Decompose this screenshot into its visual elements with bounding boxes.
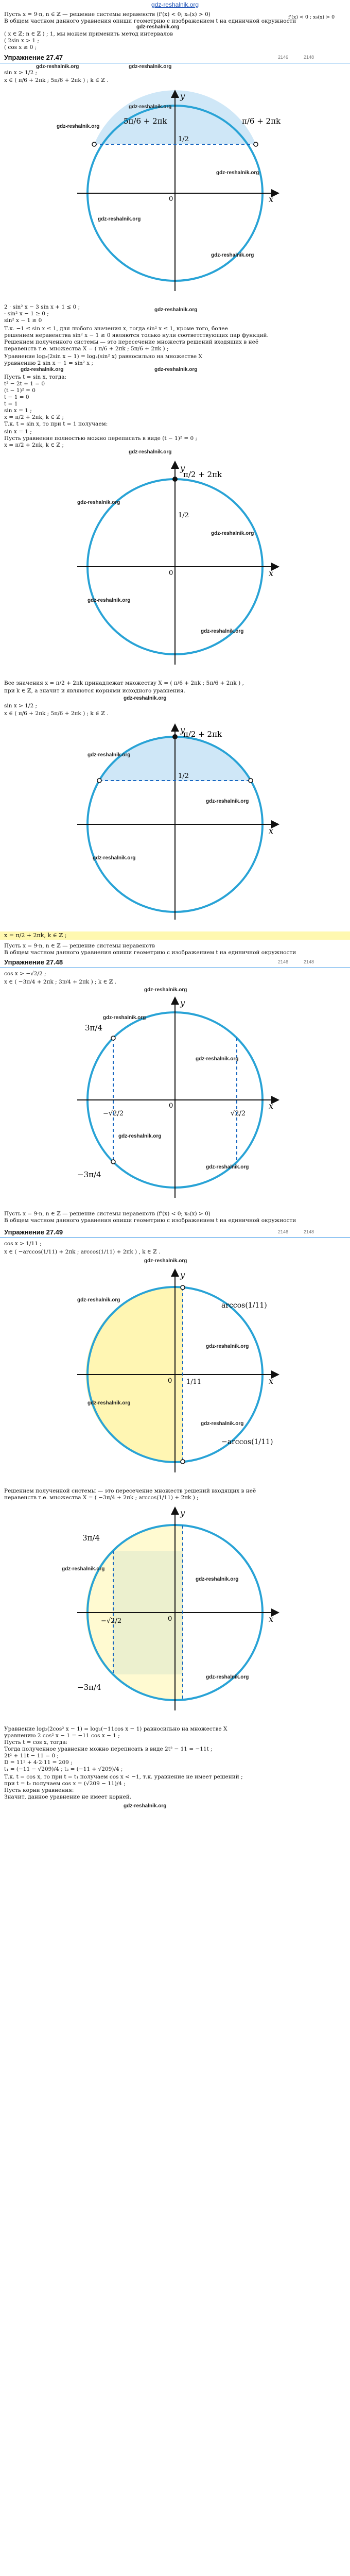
text-line: Уравнение log₂(2sin x − 1) = log₂(sin² x) равносильно на множестве X xyxy=(4,353,202,360)
reference-number: 2148 xyxy=(304,959,314,964)
root-point xyxy=(172,477,178,482)
text-line: t − 1 = 0 xyxy=(4,394,29,400)
axis-label-y: y xyxy=(180,998,185,1008)
unit-circle-figure xyxy=(0,1266,350,1483)
origin-label: 0 xyxy=(169,1102,173,1110)
angle-label: 5π/6 + 2πk xyxy=(124,116,167,126)
problem-line: cos x > 1/11 ; xyxy=(4,1241,42,1247)
intro-line: Пусть x = 9·n, n ∈ ℤ — решение системы неравенств (f'(x) < 0; x₀(x) > 0) xyxy=(4,11,211,18)
angle-label: 3π/4 xyxy=(82,1533,100,1543)
intro-line: ( cos x ≥ 0 ; xyxy=(4,44,37,50)
unit-circle-svg xyxy=(0,1504,350,1721)
unit-circle-svg xyxy=(0,459,350,675)
problem-line: x ∈ ( π/6 + 2πk ; 5π/6 + 2πk ) ; k ∈ ℤ . xyxy=(4,77,109,83)
exercise-heading: Упражнение 27.48 xyxy=(4,958,63,966)
watermark: gdz-reshalnik.org xyxy=(144,1258,187,1264)
axis-label-y: y xyxy=(180,463,185,473)
reference-number: 2146 xyxy=(278,1229,289,1234)
unit-circle-svg xyxy=(0,994,350,1206)
angle-label: π/2 + 2πk xyxy=(183,470,222,479)
open-point xyxy=(92,142,96,146)
exercise-heading: Упражнение 27.47 xyxy=(4,54,63,61)
axis-label-x: x xyxy=(269,826,274,836)
intro-line: В общем частном данного уравнения опиши геометрию с изображением t на единичной окружности xyxy=(4,950,296,956)
value-label: 1/2 xyxy=(178,772,189,780)
watermark: gdz-reshalnik.org xyxy=(21,367,64,372)
text-line: Т.к. −1 ≤ sin x ≤ 1, для любого значения x, тогда sin² x ≤ 1, кроме того, более xyxy=(4,326,228,332)
unit-circle-svg xyxy=(0,88,350,299)
text-line: 2 · sin² x − 3 sin x + 1 ≤ 0 ; xyxy=(4,304,80,310)
problem-line: x ∈ ( −3π/4 + 2πk ; 3π/4 + 2πk ) ; k ∈ ℤ . xyxy=(4,979,117,985)
value-label: 1/11 xyxy=(186,1378,202,1386)
watermark: gdz-reshalnik.org xyxy=(129,449,172,455)
intro-line: Пусть x = 9·n, n ∈ ℤ — решение системы неравенств xyxy=(4,943,155,949)
text-line: (t − 1)² = 0 xyxy=(4,387,36,394)
reference-number: 2146 xyxy=(278,959,289,964)
open-point xyxy=(254,142,258,146)
watermark: gdz-reshalnik.org xyxy=(93,855,136,861)
open-point xyxy=(111,1036,115,1040)
problem-line: x ∈ ( −arccos(1/11) + 2πk ; arccos(1/11) + 2πk ) , k ∈ ℤ . xyxy=(4,1249,161,1255)
watermark: gdz-reshalnik.org xyxy=(154,367,198,372)
text-line: уравнению 2 sin x − 1 = sin² x ; xyxy=(4,360,94,366)
text-line: В общем частном данного уравнения опиши геометрию с изображением t на единичной окружности xyxy=(4,1217,296,1224)
watermark: gdz-reshalnik.org xyxy=(154,307,198,313)
angle-label: −3π/4 xyxy=(77,1683,101,1692)
unit-circle-figure xyxy=(0,1504,350,1721)
text-line: решением неравенства sin² x − 1 ≥ 0 являются только нули соответствующих пар функций. xyxy=(4,332,269,338)
watermark: gdz-reshalnik.org xyxy=(87,598,131,603)
watermark: gdz-reshalnik.org xyxy=(211,252,254,258)
text-line: x ∈ ( π/6 + 2πk ; 5π/6 + 2πk ) ; k ∈ ℤ . xyxy=(4,710,109,717)
watermark: gdz-reshalnik.org xyxy=(36,64,79,70)
text-line: Уравнение log₂(2cos² x − 1) = log₂(−11cos x − 1) равносильно на множестве X xyxy=(4,1726,227,1732)
unit-circle-svg xyxy=(0,721,350,927)
text-line: Пусть t = sin x, тогда: xyxy=(4,374,67,380)
unit-circle-svg xyxy=(0,1266,350,1483)
text-line: Пусть x = 9·n, n ∈ ℤ — решение системы неравенств (f'(x) < 0; x₀(x) > 0) xyxy=(4,1211,211,1217)
watermark: gdz-reshalnik.org xyxy=(206,799,249,804)
axis-label-x: x xyxy=(269,194,274,204)
watermark: gdz-reshalnik.org xyxy=(216,170,259,176)
value-label: 1/2 xyxy=(178,512,189,519)
axis-label-x: x xyxy=(269,1614,274,1624)
watermark: gdz-reshalnik.org xyxy=(77,1297,120,1303)
value-label: √2/2 xyxy=(231,1110,246,1117)
text-line: Решением полученного системы — это пересечение множеств решений входящих в неё xyxy=(4,339,259,345)
watermark: gdz-reshalnik.org xyxy=(129,104,172,110)
text-line: Т.к. t = sin x, то при t = 1 получаем: xyxy=(4,421,108,427)
watermark: gdz-reshalnik.org xyxy=(201,1421,244,1427)
reference-number: 2148 xyxy=(304,1229,314,1234)
unit-circle-figure xyxy=(0,459,350,675)
watermark: gdz-reshalnik.org xyxy=(196,1056,239,1062)
text-line: Тогда полученное уравнение можно переписать в виде 2t² − 11 = −11t ; xyxy=(4,1746,213,1752)
text-line: x = π/2 + 2πk, k ∈ ℤ ; xyxy=(4,414,64,420)
origin-label: 0 xyxy=(169,195,173,203)
text-line: 2t² + 11t − 11 = 0 ; xyxy=(4,1753,59,1759)
axis-label-y: y xyxy=(180,91,185,101)
text-line: Все значения x = π/2 + 2πk принадлежат множеству X = ( π/6 + 2πk ; 5π/6 + 2πk ) , xyxy=(4,680,244,686)
site-link[interactable]: gdz-reshalnik.org xyxy=(151,1,199,8)
watermark: gdz-reshalnik.org xyxy=(98,216,141,222)
problem-line: sin x > 1/2 ; xyxy=(4,70,38,76)
unit-circle-figure xyxy=(0,994,350,1206)
watermark: gdz-reshalnik.org xyxy=(77,500,120,505)
intro-line: x = π/2 + 2πk, k ∈ ℤ ; xyxy=(4,442,64,448)
open-point xyxy=(249,778,253,783)
watermark: gdz-reshalnik.org xyxy=(118,1133,162,1139)
text-line: Решением полученной системы — это пересечение множеств решений входящих в неё xyxy=(4,1488,256,1494)
watermark: gdz-reshalnik.org xyxy=(62,1566,105,1572)
text-line: Пусть корни уравнения: xyxy=(4,1787,74,1793)
intro-line: ( 2sin x > 1 ; xyxy=(4,38,39,44)
origin-label: 0 xyxy=(169,569,173,577)
axis-label-y: y xyxy=(180,1508,185,1518)
value-label: 1/2 xyxy=(178,135,189,143)
text-line: sin x = 1 ; xyxy=(4,408,32,414)
watermark: gdz-reshalnik.org xyxy=(196,1577,239,1582)
watermark: gdz-reshalnik.org xyxy=(206,1674,249,1680)
intro-line: Пусть уравнение полностью можно переписать в виде (t − 1)² = 0 ; xyxy=(4,435,198,442)
intro-line: В общем частном данного уравнения опиши геометрию с изображением t на единичной окружности xyxy=(4,18,296,24)
text-line: sin x > 1/2 ; xyxy=(4,703,38,709)
unit-circle-figure xyxy=(0,721,350,927)
watermark: gdz-reshalnik.org xyxy=(57,124,100,129)
angle-label: 3π/4 xyxy=(85,1023,102,1032)
intro-line: sin x = 1 ; xyxy=(4,429,32,435)
angle-label: π/2 + 2πk xyxy=(183,730,222,739)
text-line: D = 11² + 4·2·11 = 209 ; xyxy=(4,1759,73,1766)
axis-label-x: x xyxy=(269,568,274,578)
axis-label-x: x xyxy=(269,1101,274,1111)
axis-label-x: x xyxy=(269,1376,274,1386)
value-label: −√2/2 xyxy=(103,1110,124,1117)
open-point xyxy=(181,1285,185,1290)
origin-label: 0 xyxy=(168,1377,172,1385)
axis-label-y: y xyxy=(180,1270,185,1280)
watermark: gdz-reshalnik.org xyxy=(206,1344,249,1349)
text-line: уравнению 2 cos² x − 1 = −11 cos x − 1 ; xyxy=(4,1733,120,1739)
open-point xyxy=(97,778,101,783)
text-line: при t = t₂ получаем cos x = (√209 − 11)/4 ; xyxy=(4,1781,126,1787)
watermark: gdz-reshalnik.org xyxy=(124,1803,167,1809)
angle-label: −arccos(1/11) xyxy=(221,1438,273,1446)
text-line: · sin² x − 1 ≥ 0 ; xyxy=(4,311,49,317)
unit-circle-figure xyxy=(0,88,350,299)
reference-number: 2148 xyxy=(304,55,314,60)
angle-label: −3π/4 xyxy=(77,1170,101,1179)
value-label: −√2/2 xyxy=(101,1617,122,1625)
exercise-heading: Упражнение 27.49 xyxy=(4,1228,63,1236)
text-line: Значит, данное уравнение не имеет корней. xyxy=(4,1794,132,1800)
origin-label: 0 xyxy=(168,1615,172,1623)
axis-label-y: y xyxy=(180,725,185,735)
text-line: t₁ = (−11 − √209)/4 ; t₂ = (−11 + √209)/4 ; xyxy=(4,1766,123,1772)
text-line: sin² x − 1 ≥ 0 xyxy=(4,317,42,324)
open-point xyxy=(111,1160,115,1164)
watermark: gdz-reshalnik.org xyxy=(206,1164,249,1170)
watermark: gdz-reshalnik.org xyxy=(144,987,187,993)
text-line: Т.к. t = cos x, то при t = t₁ получаем cos x < −1, т.к. уравнение не имеет решений ; xyxy=(4,1774,243,1780)
watermark: gdz-reshalnik.org xyxy=(87,1400,131,1406)
answer-bar xyxy=(0,931,350,940)
watermark: gdz-reshalnik.org xyxy=(124,696,167,701)
text-line: неравенств т.е. множества X = ( −3π/4 + 2πk ; arccos(1/11) + 2πk ) ; xyxy=(4,1495,199,1501)
problem-line: cos x > −√2/2 ; xyxy=(4,971,46,977)
root-point xyxy=(172,734,178,739)
answer-text: x = π/2 + 2πk, k ∈ ℤ ; xyxy=(4,932,67,939)
angle-label: arccos(1/11) xyxy=(221,1301,267,1310)
angle-label: π/6 + 2πk xyxy=(242,116,281,126)
text-line: при k ∈ ℤ, а значит и являются корнями исходного уравнения. xyxy=(4,688,185,694)
side-note: f'(x) < 0 ; x₀(x) > 0 xyxy=(288,14,335,20)
watermark: gdz-reshalnik.org xyxy=(211,531,254,536)
open-point xyxy=(181,1460,185,1464)
text-line: Пусть t = cos x, тогда: xyxy=(4,1739,68,1745)
watermark: gdz-reshalnik.org xyxy=(136,24,180,30)
watermark: gdz-reshalnik.org xyxy=(129,64,172,70)
watermark: gdz-reshalnik.org xyxy=(87,752,131,758)
text-line: t² − 2t + 1 = 0 xyxy=(4,381,45,387)
text-line: неравенств т.е. множества X = ( π/6 + 2πk ; 5π/6 + 2πk ) ; xyxy=(4,346,169,352)
watermark: gdz-reshalnik.org xyxy=(103,1015,146,1021)
intro-line: ( x ∈ ℤ; n ∈ ℤ ) ; 1, мы можем применить метод интервалов xyxy=(4,31,173,37)
text-line: t = 1 xyxy=(4,401,18,407)
watermark: gdz-reshalnik.org xyxy=(201,629,244,634)
reference-number: 2146 xyxy=(278,55,289,60)
